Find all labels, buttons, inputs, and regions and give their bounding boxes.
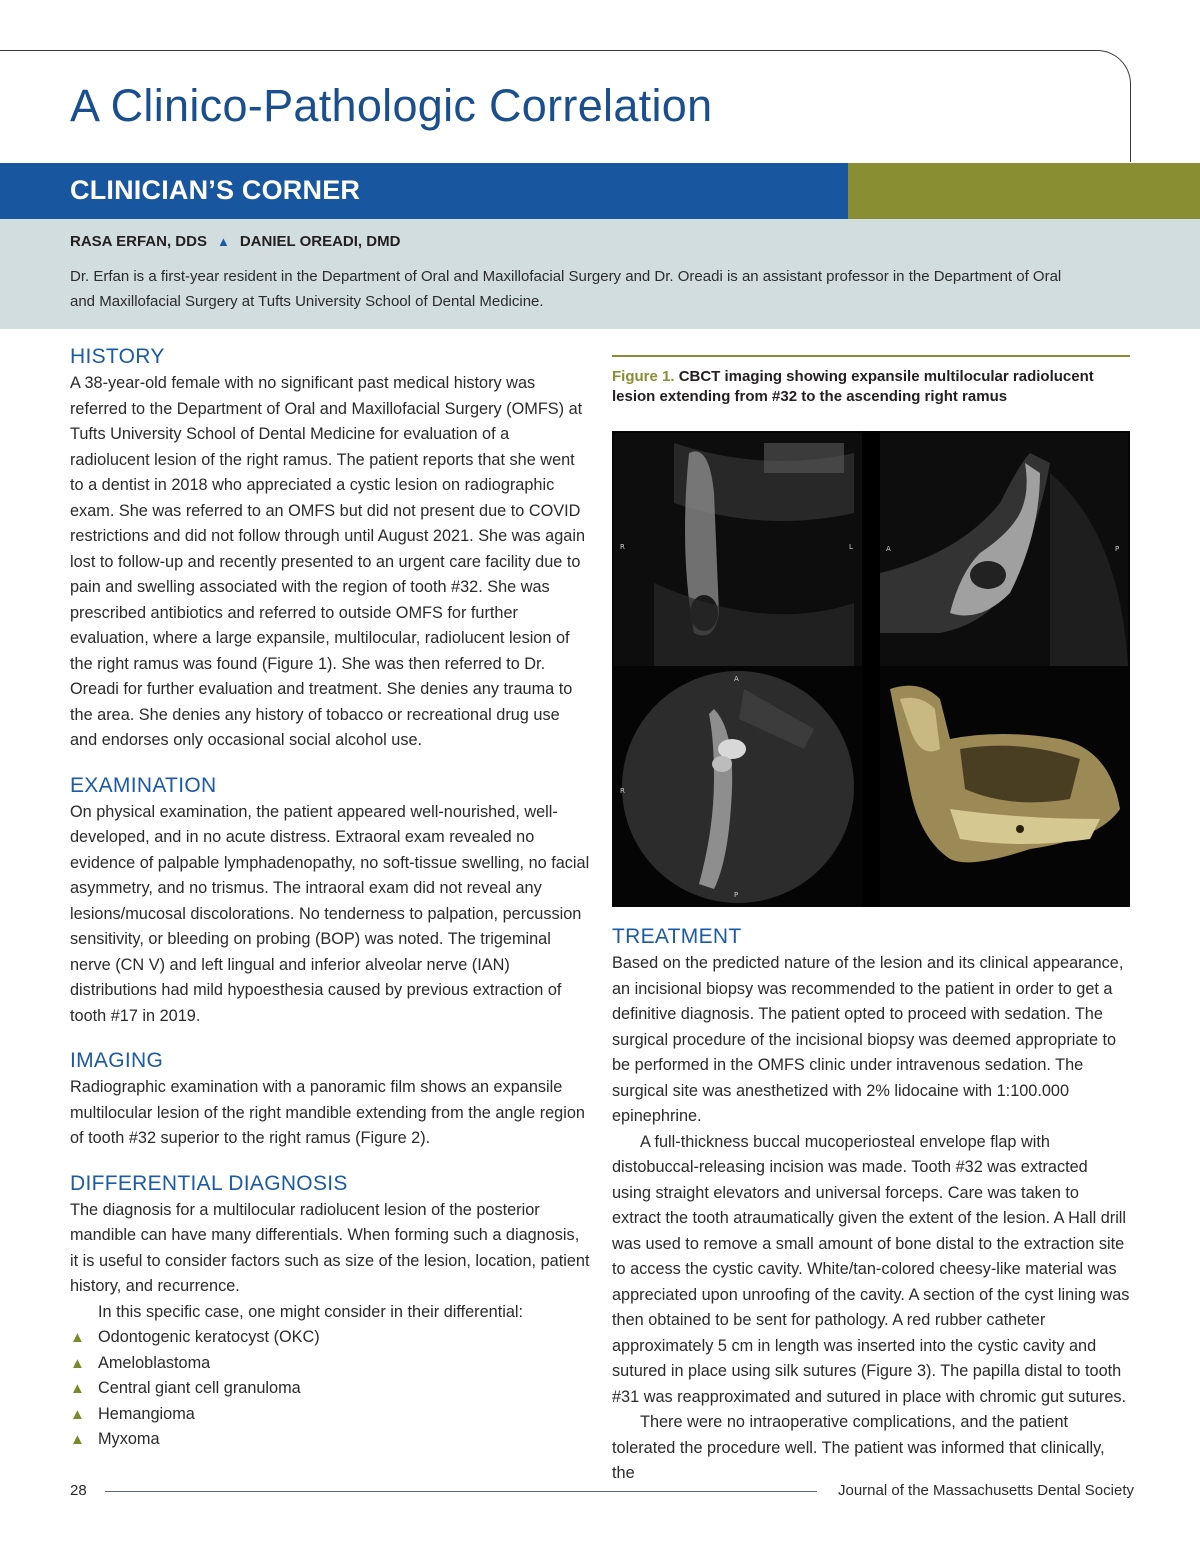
figure-caption-text: CBCT imaging showing expansile multilocular radiolucent lesion extending from #32 to the ascending right ramus <box>612 368 1094 405</box>
page-number: 28 <box>70 1482 87 1499</box>
footer-rule <box>105 1491 817 1492</box>
bullet-triangle-icon: ▲ <box>70 1405 85 1423</box>
orientation-label: A <box>734 675 739 683</box>
author-first: RASA ERFAN, DDS <box>70 233 207 250</box>
imaging-heading: IMAGING <box>70 1049 164 1072</box>
cbct-coronal-view <box>614 433 862 666</box>
history-body: A 38-year-old female with no significant past medical history was referred to the Department of Oral and Maxillofacial Surgery (OMFS) at Tufts University School of Dental Medicine for evaluation of a radiolucent lesion of the right ramus. The patient reports that she went to a dentist in 2018 who appreciated a cystic lesion on radiographic exam. She was referred to an OMFS but did not present due to COVID restrictions and did not follow through until August 2021. She was again lost to follow-up and recently presented to an urgent care facility due to pain and swelling associated with the region of tooth #32. She was prescribed antibiotics and referred to outside OMFS for further evaluation, where a large expansile, multilocular, radiolucent lesion of the right ramus was found (Figure 1). She was then referred to Dr. Oreadi for further evaluation and treatment. She denies any trauma to the area. She denies any history of tobacco or recreational drug use and endorses only occasional social alcohol use. <box>70 374 585 749</box>
list-item: ▲ Myxoma <box>70 1427 590 1453</box>
list-item: ▲ Central giant cell granuloma <box>70 1376 590 1402</box>
orientation-label: P <box>1115 545 1120 553</box>
figure-label: Figure 1. <box>612 368 675 385</box>
author-second: DANIEL OREADI, DMD <box>239 233 401 250</box>
figure-caption <box>612 367 1130 407</box>
bullet-triangle-icon: ▲ <box>70 1329 85 1346</box>
bullet-triangle-icon: ▲ <box>70 1354 85 1372</box>
list-item: ▲ Hemangioma <box>70 1402 590 1428</box>
history-heading: HISTORY <box>70 345 165 368</box>
bullet-triangle-icon: ▲ <box>70 1380 85 1397</box>
bullet-triangle-icon: ▲ <box>70 1431 85 1448</box>
list-item: ▲ Odontogenic keratocyst (OKC) <box>70 1325 590 1351</box>
cbct-axial-view <box>614 669 862 905</box>
treatment-paragraph-2: A full-thickness buccal mucoperiosteal envelope flap with distobuccal-releasing incision was made. Tooth #32 was extracted using straight elevators and universal forceps. Care was taken to extract the tooth atraumatically given the extent of the lesion. A Hall drill was used to remove a small amount of bone distal to the extraction site to access the cystic cavity. White/tan-colored cheesy-like material was appreciated upon unroofing of the cavity. A section of the cyst lining was then obtained to be sent for pathology. A red rubber catheter approximately 5 cm in length was inserted into the cystic cavity and sutured in place using silk sutures (Figure 3). The papilla distal to tooth #31 was reapproximated and sutured in place with chromic gut sutures. <box>612 1132 1130 1406</box>
orientation-label: P <box>734 891 739 899</box>
cbct-figure <box>612 431 1130 907</box>
imaging-body: Radiographic examination with a panoramic film shows an expansile multilocular lesion of the right mandible extending from the angle region of tooth #32 superior to the right ramus (Figure 2). <box>70 1078 585 1147</box>
journal-name: Journal of the Massachusetts Dental Society <box>838 1482 1134 1499</box>
differential-list <box>70 1325 590 1453</box>
orientation-label: L <box>849 543 853 551</box>
differential-intro: In this specific case, one might consider in their differential: <box>98 1302 524 1321</box>
differential-body: The diagnosis for a multilocular radiolucent lesion of the posterior mandible can have many differentials. When forming such a diagnosis, it is useful to consider factors such as size of the lesion, location, patient history, and recurrence. <box>70 1200 590 1295</box>
author-separator-icon: ▲ <box>216 234 230 249</box>
treatment-paragraph-1: Based on the predicted nature of the lesion and its clinical appearance, an incisional biopsy was recommended to the patient in order to get a definitive diagnosis. The patient opted to proceed with sedation. The surgical procedure of the incisional biopsy was deemed appropriate to be performed in the OMFS clinic under intravenous sedation. The surgical site was anesthetized with 2% lidocaine with 1:100.000 epinephrine. <box>612 954 1124 1125</box>
author-line <box>70 233 400 250</box>
banner-title: CLINICIAN’S CORNER <box>70 175 361 205</box>
orientation-label: R <box>620 787 625 795</box>
section-banner-accent <box>848 163 1200 219</box>
examination-body: On physical examination, the patient appeared well-nourished, well-developed, and in no acute distress. Extraoral exam revealed no evidence of palpable lymphadenopathy, no soft-tissue swelling, no facial asymmetry, and no trismus. The intraoral exam did not reveal any lesions/mucosal discolorations. No tenderness to palpation, percussion sensitivity, or bleeding on probing (BOP) was noted. The trigeminal nerve (CN V) and left lingual and inferior alveolar nerve (IAN) distributions had mild hypoesthesia caused by previous extraction of tooth #17 in 2019. <box>70 802 590 1025</box>
examination-heading: EXAMINATION <box>70 773 217 797</box>
orientation-label: R <box>620 543 625 551</box>
list-item: ▲ Ameloblastoma <box>70 1351 590 1377</box>
cbct-toolbar <box>862 431 880 907</box>
page-title: A Clinico-Pathologic Correlation <box>70 80 713 131</box>
treatment-heading: TREATMENT <box>612 925 742 948</box>
cbct-3d-render <box>880 669 1128 905</box>
figure-rule <box>612 355 1130 357</box>
author-affiliation: Dr. Erfan is a first-year resident in the Department of Oral and Maxillofacial Surgery and Dr. Oreadi is an assistant professor in the Department of Oral and Maxillofacial Surgery at Tufts University School of Dental Medicine. <box>70 268 1062 310</box>
treatment-paragraph-3: There were no intraoperative complications, and the patient tolerated the procedure well. The patient was informed that clinically, the <box>612 1413 1105 1482</box>
header-rule <box>0 50 1098 51</box>
header-rule-curve <box>1097 50 1131 162</box>
orientation-label: A <box>886 545 891 553</box>
cbct-sagittal-view <box>880 433 1128 666</box>
left-column <box>70 343 590 1453</box>
right-column <box>612 355 1130 1487</box>
differential-heading: DIFFERENTIAL DIAGNOSIS <box>70 1171 348 1195</box>
